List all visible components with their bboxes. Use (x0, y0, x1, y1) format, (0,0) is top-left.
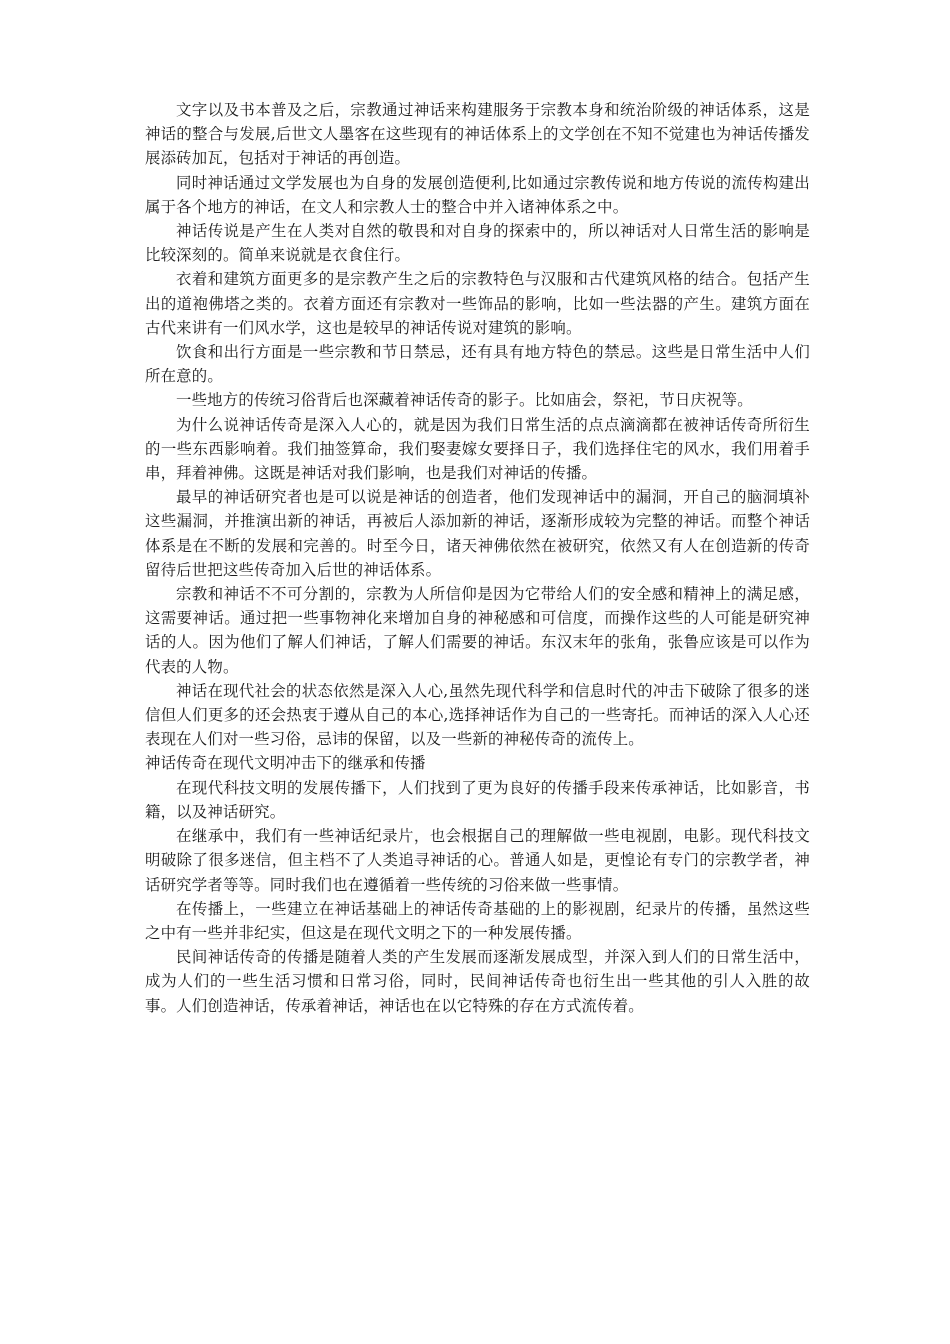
paragraph: 神话传说是产生在人类对自然的敬畏和对自身的探索中的，所以神话对人日常生活的影响是比较深刻的。简单来说就是衣食住行。 (145, 222, 810, 265)
paragraph: 文字以及书本普及之后，宗教通过神话来构建服务于宗教本身和统治阶级的神话体系，这是神话的整合与发展,后世文人墨客在这些现有的神话体系上的文学创在不知不觉建也为神话传播发展添砖加瓦，包括对于神话的再创造。 (145, 101, 810, 168)
paragraph: 在继承中，我们有一些神话纪录片，也会根据自己的理解做一些电视剧，电影。现代科技文明破除了很多迷信，但主档不了人类追寻神话的心。普通人如是，更惶论有专门的宗教学者，神话研究学者等等。同时我们也在遵循着一些传统的习俗来做一些事情。 (145, 827, 810, 894)
paragraph: 同时神话通过文学发展也为自身的发展创造便利,比如通过宗教传说和地方传说的流传构建出属于各个地方的神话，在文人和宗教人士的整合中并入诸神体系之中。 (145, 173, 810, 216)
paragraph: 一些地方的传统习俗背后也深藏着神话传奇的影子。比如庙会，祭祀，节日庆祝等。 (176, 391, 753, 410)
paragraph: 宗教和神话不不可分割的，宗教为人所信仰是因为它带给人们的安全感和精神上的满足感，这需要神话。通过把一些事物神化来增加自身的神秘感和可信度，而操作这些的人可能是研究神话的人。因为他们了解人们神话，了解人们需要的神话。东汉末年的张角，张鲁应该是可以作为代表的人物。 (145, 585, 810, 676)
section-heading: 神话传奇在现代文明冲击下的继承和传播 (145, 754, 426, 773)
paragraph: 民间神话传奇的传播是随着人类的产生发展而逐渐发展成型，并深入到人们的日常生活中，成为人们的一些生活习惯和日常习俗，同时，民间神话传奇也衍生出一些其他的引人入胜的故事。人们创造神话，传承着神话，神话也在以它特殊的存在方式流传着。 (145, 948, 810, 1015)
paragraph: 为什么说神话传奇是深入人心的，就是因为我们日常生活的点点滴滴都在被神话传奇所衍生的一些东西影响着。我们抽签算命，我们娶妻嫁女要择日子，我们选择住宅的风水，我们用着手串，拜着神佛。这既是神话对我们影响，也是我们对神话的传播。 (145, 415, 810, 483)
paragraph: 最早的神话研究者也是可以说是神话的创造者，他们发现神话中的漏洞，开自己的脑洞填补这些漏洞，并推演出新的神话，再被后人添加新的神话，逐渐形成较为完整的神话。而整个神话体系是在不断的发展和完善的。时至今日，诸天神佛依然在被研究，依然又有人在创造新的传奇留待后世把这些传奇加入后世的神话体系。 (145, 488, 810, 579)
paragraph: 饮食和出行方面是一些宗教和节日禁忌，还有具有地方特色的禁忌。这些是日常生活中人们所在意的。 (145, 343, 810, 386)
paragraph: 在传播上，一些建立在神话基础上的神话传奇基础的上的影视剧，纪录片的传播，虽然这些之中有一些并非纪实，但这是在现代文明之下的一种发展传播。 (145, 899, 810, 942)
paragraph: 神话在现代社会的状态依然是深入人心,虽然先现代科学和信息时代的冲击下破除了很多的迷信但人们更多的还会热衷于遵从自己的本心,选择神话作为自己的一些寄托。而神话的深入人心还表现在人们对一些习俗，忌讳的保留，以及一些新的神秘传奇的流传上。 (145, 681, 810, 749)
paragraph: 衣着和建筑方面更多的是宗教产生之后的宗教特色与汉服和古代建筑风格的结合。包括产生出的道袍佛塔之类的。衣着方面还有宗教对一些饰品的影响，比如一些法器的产生。建筑方面在古代来讲有一们风水学，这也是较早的神话传说对建筑的影响。 (145, 270, 810, 337)
document-body (145, 98, 810, 1018)
paragraph: 在现代科技文明的发展传播下，人们找到了更为良好的传播手段来传承神话，比如影音，书籍，以及神话研究。 (145, 778, 810, 821)
